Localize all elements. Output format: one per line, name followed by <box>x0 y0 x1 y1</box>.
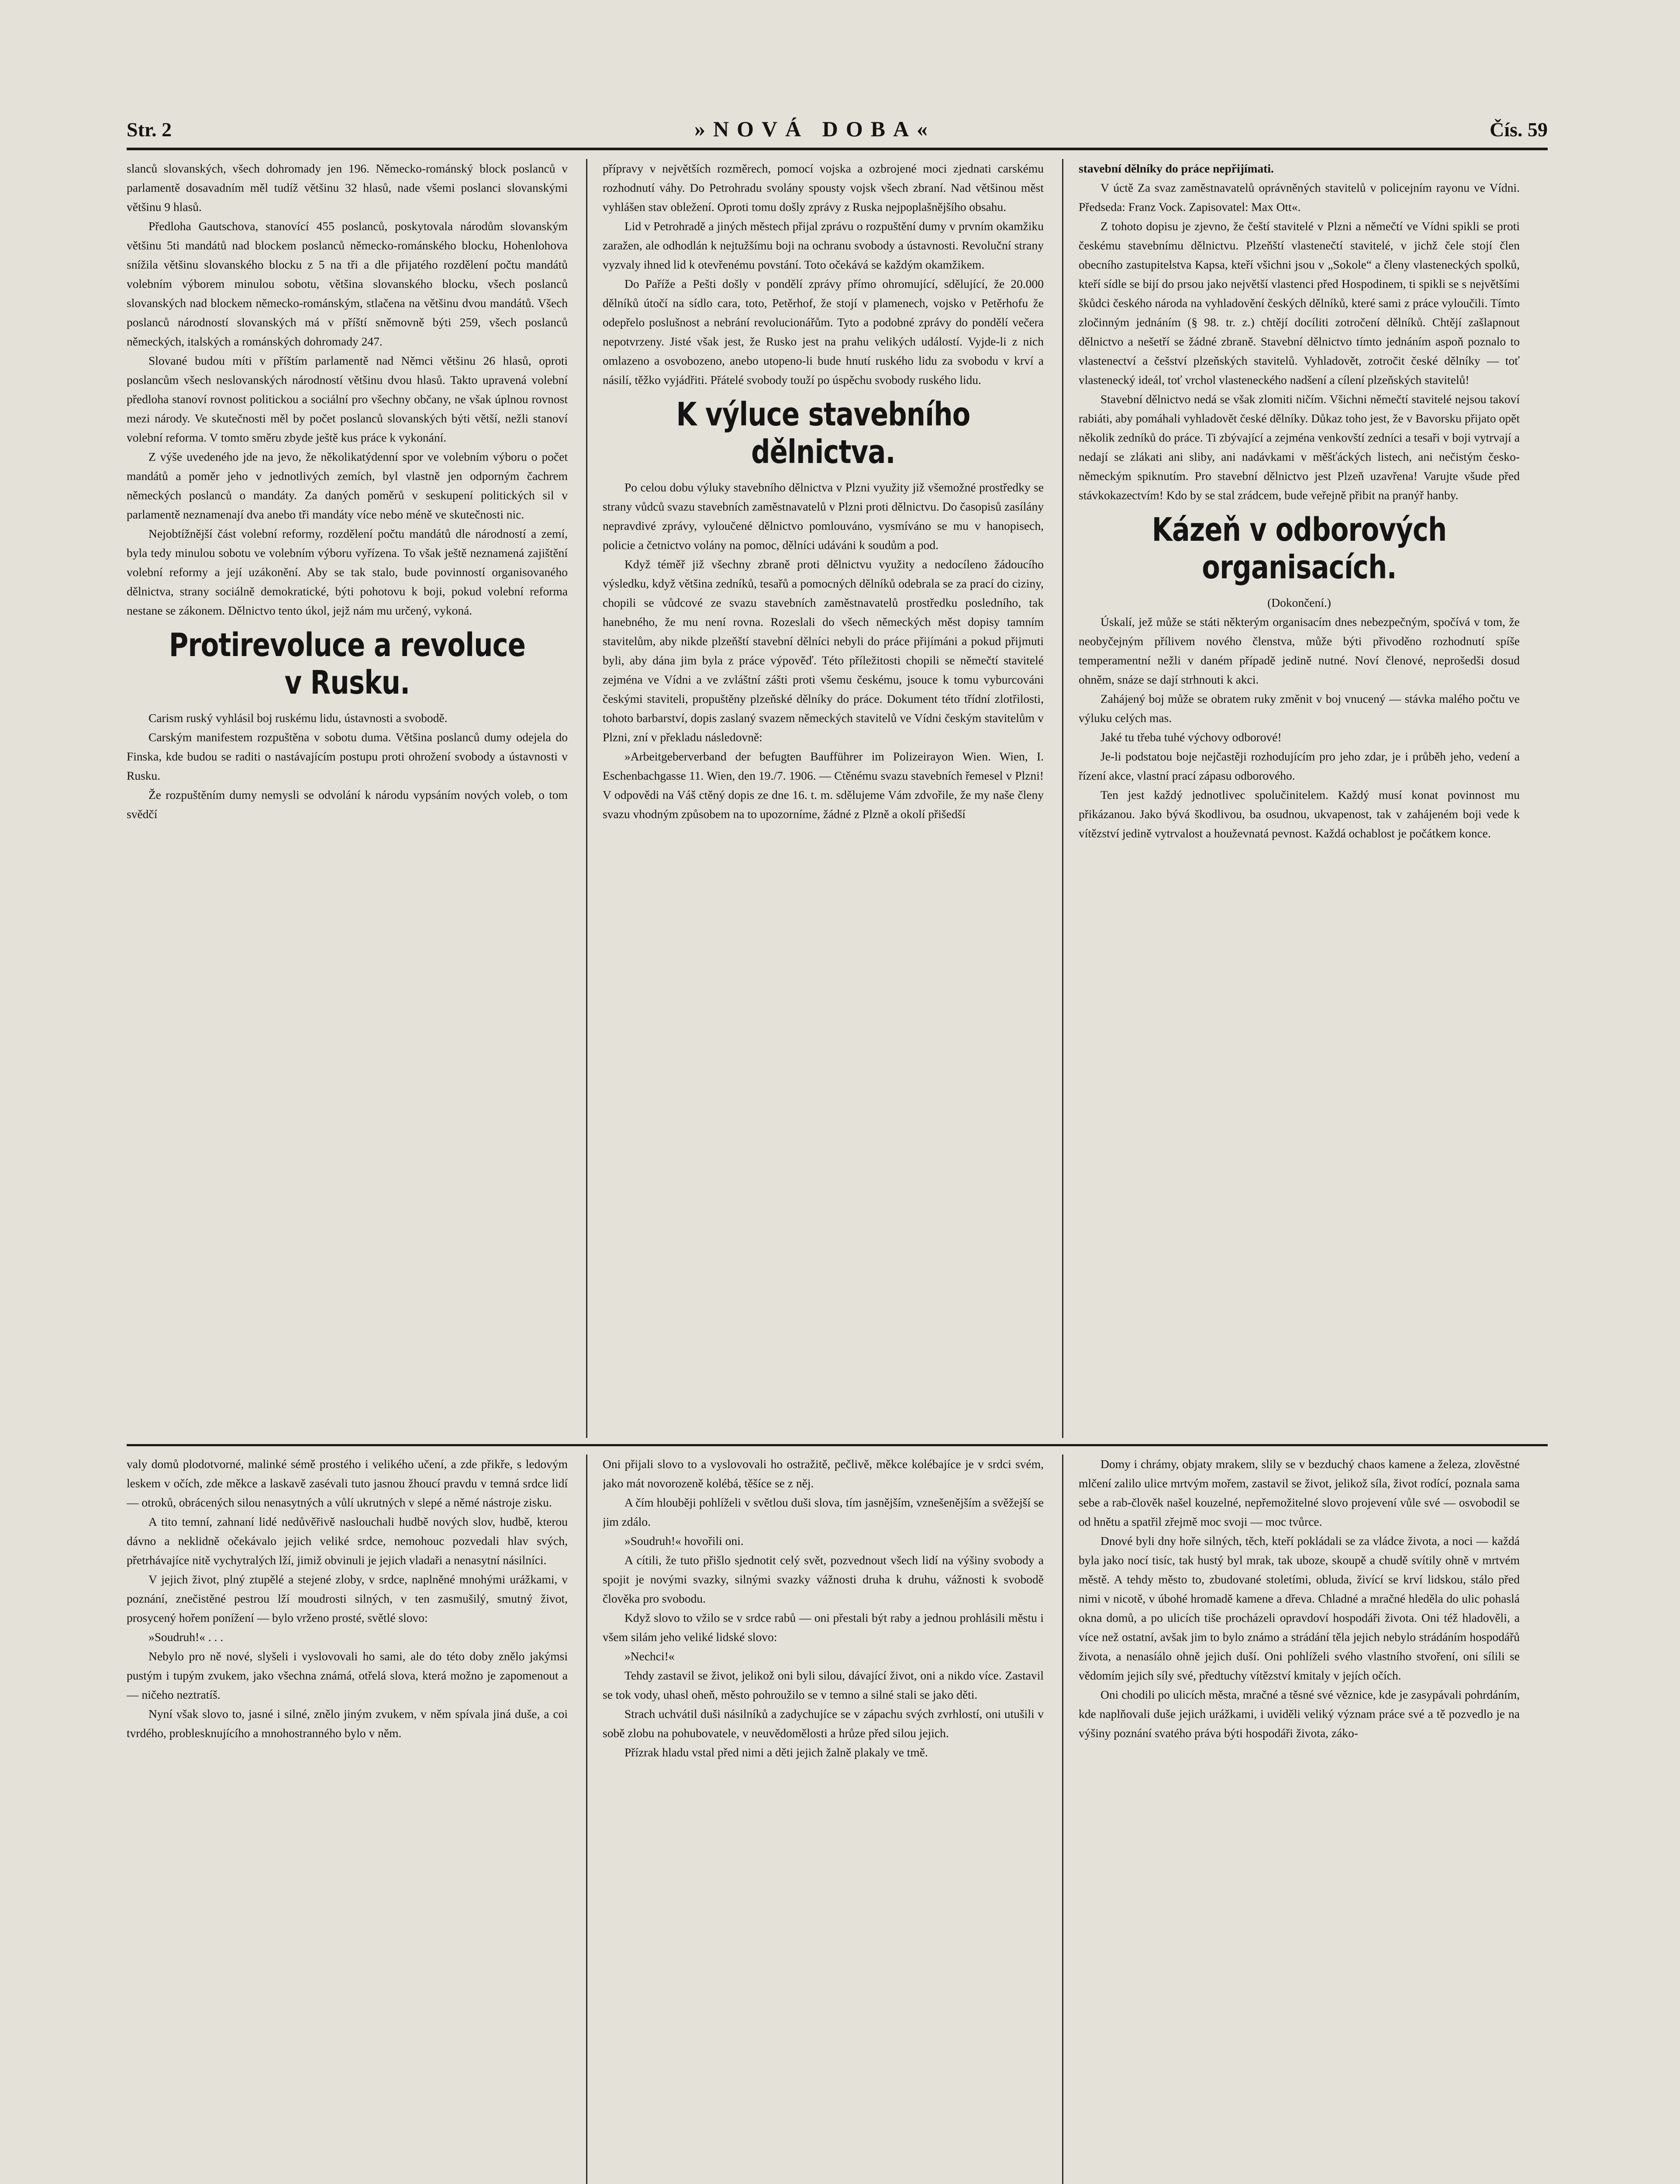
paragraph: Z výše uvedeného jde na jevo, že několikatýdenní spor ve volebním výboru o počet mandátů a poměr jeho v jednotlivých zemích, byl vlastně jen odporným čachrem německých poslanců o mandáty. Za daných poměrů v seskupení politických sil v parlamentě neznamenají dva anebo tři mandáty více nebo méně ve skutečnosti nic. <box>127 450 568 521</box>
paragraph: Nejobtížnější část volební reformy, rozdělení počtu mandátů dle národností a zemí, byla tedy minulou sobotu ve volebním výboru vyřízena. To však ještě neznamená zajištění volební reformy a její uzákonění. Aby se tak stalo, bude povinností organisovaného dělnictva, strany sociálně demokratické, býti pohotovu k boji, pokud volební reforma nestane se zákonem. Dělnictvo tento úkol, jejž nám mu určený, vykoná. <box>127 527 568 617</box>
paragraph: Tehdy zastavil se život, jelikož oni byli silou, dávající život, oni a nikdo více. Zastavil se tok vody, uhasl oheň, město pohroužilo se v temno a silné stali se jako děti. <box>603 1669 1044 1701</box>
column-rule <box>586 159 587 1438</box>
paragraph: Oni chodili po ulicích města, mračné a těsné své věznice, kde je zasypávali pohrdáním, kde naplňovali duše jejich urážkami, i uviděli veliký význam práce své a tě pozvedlo je na výšiny poznání svatého práva býti hospodáři života, záko- <box>1079 1688 1520 1740</box>
header-rule <box>127 148 1548 150</box>
article-heading: Protirevoluce a revoluce v Rusku. <box>169 626 526 702</box>
page-header <box>127 114 1548 146</box>
paragraph: V jejich život, plný ztupělé a stejené zloby, v srdce, naplněné mnohými urážkami, v poznání, znečistěné pestrou lží moudrosti silných, v ten zasmušilý, smutný život, prosycený hořem ponížení — bylo vrženo prosté, světlé slovo: <box>127 1572 568 1624</box>
feuilleton-column-1 <box>127 1455 568 2184</box>
paragraph: A cítili, že tuto přišlo sjednotit celý svět, pozvednout všech lidí na výšiny svobody a spojit je novými svazky, silnými svazky vážnosti druha k druhu, vážnosti k svobodě člověka pro svobodu. <box>603 1553 1044 1605</box>
paragraph: Dnové byli dny hoře silných, těch, kteří pokládali se za vládce života, a noci — každá byla jako nocí tisíc, tak hustý byl mrak, tak uboze, skoupě a chudě svítily ohně v mrtvém městě. A tehdy město to, zbudované stoletími, obluda, živící se krví lidskou, stálo před nimi v nicotě, v úbohé hromadě kamene a dřeva. Chladné a mračné hleděla do ulic pohaslá okna domů, a po ulicích tiše procházeli opravdoví hospodáři života. Oni též hladověli, a více než ostatní, avšak jim to bylo známo a strádání těla jejich nebylo strádáním hospodářů života, a nenasíálo ohně jejich duší. Oni pohlíželi svého vlastního stvoření, oni sílili se vědomím jejich síly své, předtuchy vítězství kmitaly v jejích očích. <box>1079 1534 1520 1682</box>
paragraph: Jaké tu třeba tuhé výchovy odborové! <box>1100 730 1282 744</box>
paragraph: Nebylo pro ně nové, slyšeli i vyslovovali ho sami, ale do této doby znělo jakýmsi pustým i tupým zvukem, jako všechna známá, otřelá slova, která možno je zapomenout a — ničeho neztratíš. <box>127 1649 568 1701</box>
article-heading: K výluce stavebního dělnictva. <box>676 396 970 471</box>
column-rule <box>586 1455 587 2184</box>
paragraph: Že rozpuštěním dumy nemysli se odvolání k národu vypsáním nových voleb, o tom svědčí <box>127 788 568 821</box>
paragraph: stavební dělníky do práce nepřijímati. <box>1079 162 1274 175</box>
paragraph: Ten jest každý jednotlivec spolučinitelem. Každý musí konat povinnost mu přikázanou. Jako bývá škodlivou, ba osudnou, ukvapenost, tak v zahájeném boji vede k vítězství jedině vytrvalost a houževnatá pevnost. Každá ochablost je počátkem konce. <box>1079 788 1520 840</box>
paragraph: Nyní však slovo to, jasné i silné, znělo jiným zvukem, v něm spívala jiná duše, a coi tvrdého, problesknujícího a mnohostranného bylo v něm. <box>127 1707 568 1740</box>
paragraph: V úctě Za svaz zaměstnavatelů oprávněných stavitelů v policejním rayonu ve Vídni. Předseda: Franz Vock. Zapisovatel: Max Ott«. <box>1079 181 1520 214</box>
column-rule <box>1062 1455 1063 2184</box>
feuilleton-rule <box>127 1444 1548 1446</box>
paragraph: Do Paříže a Pešti došly v pondělí zprávy přímo ohromující, sdělující, že 20.000 dělníků útočí na sídlo cara, toto, Petěrhof, že stojí v plamenech, vojsko v Petěrhofu že odepřelo poslušnost a nebrání revolucionářům. Tyto a podobné zprávy do pondělí večera nepotvrzeny. Jisté však jest, že Rusko jest na prahu velikých událostí. Vyjde-li z nich omlazeno a osvobozeno, anebo utopeno-li bude hnutí ruského lidu za svobodu v krví a násilí, těžko vyjádřiti. Přátelé svobody touží po úspěchu svobody ruského lidu. <box>603 277 1044 387</box>
newspaper-title: »NOVÁ DOBA« <box>694 117 936 141</box>
paragraph: Oni přijali slovo to a vyslovovali ho ostražitě, pečlivě, měkce kolébajíce je v srdci svém, jako mát novorozeně kolébá, těšíce se z něj. <box>603 1457 1044 1490</box>
paragraph: Zahájený boj může se obratem ruky změnit v boj vnucený — stávka malého počtu ve výluku celých mas. <box>1079 692 1520 725</box>
paragraph: Z tohoto dopisu je zjevno, že čeští stavitelé v Plzni a němečtí ve Vídni spikli se proti českému stavebnímu dělnictvu. Plzeňští vlastenečtí stavitelé, v jichž čele stojí člen obecního zastupitelstva Kapsa, kteří všichni jsou v „Sokole“ a členy vlasteneckých spolků, kteří sídle se bijí do prsou jako největší vlastenci před Hospodinem, ti spikli se s největšími škůdci českého národa na vyhladovění českých dělníků, které sami z práce vyloučili. Tímto zločinným jednáním (§ 98. tr. z.) chtějí docíliti zotročení dělníků. Chtějí zašlapnout dělnictvo a nešetří se žádné zbraně. Stavební dělnictvo tímto jednáním aspoň poznalo to vlastenectví a češství plzeňských stavitelů. Vyhladovět, zotročit české dělníky — toť vlastenecký ideál, toť vrchol vlasteneckého nadšení a cílení plzeňských stavitelů! <box>1079 219 1520 387</box>
paragraph: Carským manifestem rozpuštěna v sobotu duma. Většina poslanců dumy odejela do Finska, kde budou se raditi o nastávajícím postupu proti ohrožení svobody a ústavnosti v Rusku. <box>127 730 568 782</box>
feuilleton-column-2 <box>603 1455 1044 2184</box>
upper-column-2 <box>603 159 1044 1438</box>
paragraph: A čím hlouběji pohlíželi v světlou duši slova, tím jasnějším, vznešenějším a svěžejší se jim zdálo. <box>603 1496 1044 1528</box>
subheading: (Dokončení.) <box>1267 596 1331 609</box>
paragraph: »Soudruh!« . . . <box>148 1630 224 1644</box>
page-number: Str. 2 <box>127 118 172 141</box>
paragraph: valy domů plodotvorné, malinké sémě prostého i velikého učení, a zde přikře, s ledovým leskem v očích, zde měkce a laskavě zasévali tuto jasnou žhoucí pravdu v temná srdce lidí — otroků, obrácených silou nenasytných a vůlí ukrutných v slepé a němé nástroje zisku. <box>127 1457 568 1509</box>
paragraph: slanců slovanských, všech dohromady jen 196. Německo-románský block poslanců v parlamentě dosavadním měl tudíž většinu 32 hlasů, nade všemi poslanci slovanskými většinu 9 hlasů. <box>127 162 568 214</box>
feuilleton-column-3 <box>1079 1455 1520 2184</box>
column-rule <box>1062 159 1063 1438</box>
paragraph: přípravy v největších rozměrech, pomocí vojska a ozbrojené moci zjednati carskému rozhodnutí váhy. Do Petrohradu svolány spousty vojsk všech zbraní. Nad většinou měst vyhlášen stav obležení. Oproti tomu došly zprávy z Ruska nejpoplašnějšího obsahu. <box>603 162 1044 214</box>
paragraph: Úskalí, jež může se státi některým organisacím dnes nebezpečným, spočívá v tom, že neobyčejným přílivem nového členstva, může býti přivoděno rozhodnutí spíše temperamentní nežli v daném případě jedině nutné. Noví členové, neprošedši dosud ohněm, snáze se dají strhnouti k akci. <box>1079 615 1520 686</box>
paragraph: Slované budou míti v příštím parlamentě nad Němci většinu 26 hlasů, oproti poslancům všech neslovanských národností většinu dvou hlasů. Takto upravená volební předloha stanoví rovnost politickou a sociální pro všechny občany, ne však úplnou rovnost mezi národy. Ve skutečnosti měl by počet poslanců slovanských býti větší, nežli stanoví volební reforma. V tomto směru zbyde ještě kus práce k vykonání. <box>127 354 568 444</box>
paragraph: Přízrak hladu vstal před nimi a děti jejich žalně plakaly ve tmě. <box>624 1745 928 1759</box>
paragraph: A tito temní, zahnaní lidé nedůvěřivě naslouchali hudbě nových slov, hudbě, kterou dávno a neklidně očekávalo jejich veliké srdce, nemohouc pozvedali hlav svých, přetrhávajíce nitě vychytralých lží, jimiž obvinuli je jejich vladaři a nenasytní násilníci. <box>127 1515 568 1567</box>
paragraph: »Nechci!« <box>624 1649 675 1663</box>
paragraph: Když slovo to vžilo se v srdce rabů — oni přestali být raby a jednou prohlásili městu i všem silám jeho veliké lidské slovo: <box>603 1611 1044 1644</box>
article-heading: Kázeň v odborových organisacích. <box>1152 511 1447 586</box>
issue-number: Čís. 59 <box>1490 118 1548 141</box>
newspaper-page <box>127 114 1548 2184</box>
paragraph: Strach uchvátil duši násilníků a zadychujíce se v zápachu svých zvrhlostí, oni utušili v sobě zlobu na pohubovatele, v neuvědomělosti a hrůze před silou jejich. <box>603 1707 1044 1740</box>
paragraph: Po celou dobu výluky stavebního dělnictva v Plzni využity již všemožné prostředky se strany vůdců svazu stavebních zaměstnavatelů v Plzni proti dělnictvu. Do časopisů zasílány nepravdivé zprávy, vyloučené dělnictvo pomlouváno, vysmíváno se mu v hanopisech, policie a četnictvo volány na pomoc, dělníci udáváni k soudům a pod. <box>603 480 1044 552</box>
upper-column-1 <box>127 159 568 1438</box>
paragraph: Když téměř již všechny zbraně proti dělnictvu využity a nedocíleno žádoucího výsledku, když většina zedníků, tesařů a pomocných dělníků odebrala se za prací do ciziny, chopili se vůdcové ze svazu stavebních zaměstnavatelů prostředku posledního, tak hanebného, že mu není rovna. Rozeslali do všech německých měst dopisy tamním stavitelům, aby nikde plzeňští stavební dělníci nebyli do práce přijímáni a pokud přijmuti byli, aby dána jim byla z práce výpověď. Této příležitosti chopili se němečtí stavitelé zejména ve Vídni a ve zvláštní zášti proti všemu českému, jsouce k tomu vyburcováni českými staviteli, propuštěny plzeňské dělníky do práce. Dokument této třídní zlotřilosti, tohoto barbarství, dopis zaslaný svazem německých stavitelů ve Vídni českým stavitelům v Plzni, zní v překladu následovně: <box>603 557 1044 744</box>
paragraph: Stavební dělnictvo nedá se však zlomiti ničím. Všichni němečtí stavitelé nejsou takoví rabiáti, aby pomáhali vyhladovět české dělníky. Důkaz toho jest, že v Bavorsku přijato opět několik zedníků do práce. Ti zbývající a zejména venkovští zedníci a tesaři v boji vytrvají a nedají se zlákati ani sliby, ani nadávkami v měšťáckých listech, ani nečistým česko-německým spiknutím. Pro stavební dělnictvo jest Plzeň uzavřena! Varujte všude před stávkokazectvím! Kdo by se stal zrádcem, bude veřejně přibit na pranýř hanby. <box>1079 392 1520 502</box>
upper-column-3 <box>1079 159 1520 1438</box>
paragraph: »Arbeitgeberverband der befugten Baufführer im Polizeirayon Wien. Wien, I. Eschenbachgasse 11. Wien, den 19./7. 1906. — Ctěnému svazu stavebních řemesel v Plzni! V odpovědi na Váš ctěný dopis ze dne 16. t. m. sdělujeme Vám zdvořile, že my naše členy svazu vhodným způsobem na to upozorníme, žádné z Plzně a okolí přišedší <box>603 750 1044 821</box>
paragraph: Domy i chrámy, objaty mrakem, slily se v bezduchý chaos kamene a železa, zlověstné mlčení zalilo ulice mrtvým mořem, zastavil se život, jelikož síla, život rodící, poznala sama sebe a rab-člověk našel kouzelné, nepřemožitelné slovo projevení vůle své — osvobodil se od hnětu a spatřil zřejmě moc svoji — moc tvůrce. <box>1079 1457 1520 1528</box>
paragraph: Carism ruský vyhlásil boj ruskému lidu, ústavnosti a svobodě. <box>148 711 448 725</box>
paragraph: Je-li podstatou boje nejčastěji rozhodujícím pro jeho zdar, je i průběh jeho, vedení a řízení akce, vlastní prací zápasu odborového. <box>1079 750 1520 782</box>
paragraph: Lid v Petrohradě a jiných městech přijal zprávu o rozpuštění dumy v prvním okamžiku zaražen, ale odhodlán k nejtužšímu boji na ochranu svobody a ústavnosti. Revoluční strany vyzvaly ihned lid k otevřenému povstání. Toto očekává se každým okamžikem. <box>603 219 1044 271</box>
paragraph: Předloha Gautschova, stanovící 455 poslanců, poskytovala národům slovanským většinu 5ti mandátů nad blockem poslanců německo-románského blocku, Hohenlohova snížila většinu slovanského blocku z 5 na tři a dle přijatého rozdělení počtu mandátů volebním výborem minulou sobotu, většina slovanského blocku, všech poslanců slovanských nad blockem německo-románským, stlačena na většinu dvou mandátů. Všech poslanců národností slovanských má v příští sněmovně býti 259, všech poslanců německých, italských a románských dohromady 247. <box>127 219 568 348</box>
paragraph: »Soudruh!« hovořili oni. <box>624 1534 744 1548</box>
